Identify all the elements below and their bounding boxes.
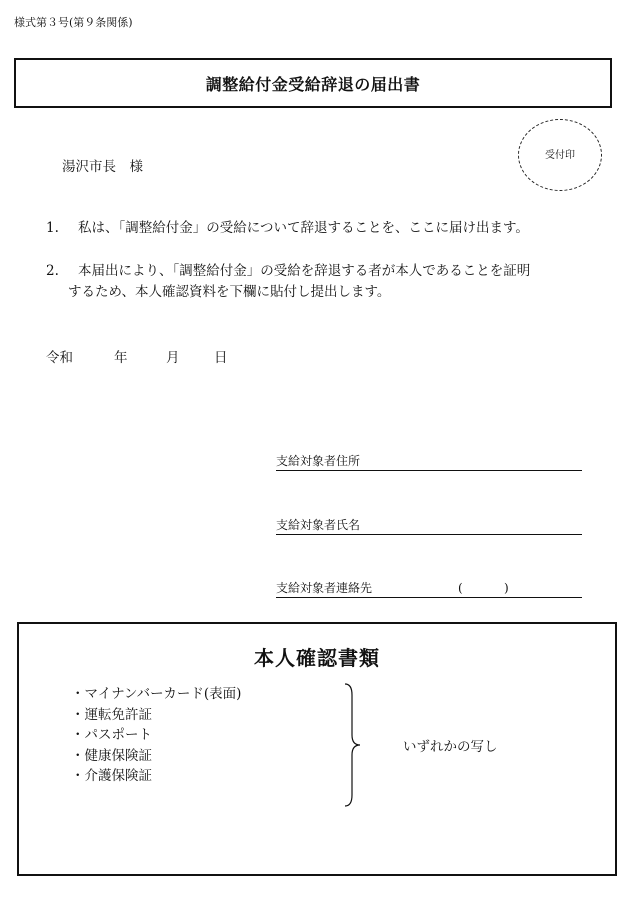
contact-area-code-close: ) (504, 581, 509, 595)
right-brace-icon (343, 683, 363, 807)
declaration-1-number: 1. (46, 220, 59, 236)
reception-stamp-area (518, 119, 602, 191)
any-copy-note: いずれかの写し (403, 739, 498, 755)
list-item: ・パスポート (71, 727, 152, 743)
date-year: 年 (114, 350, 128, 366)
document-title: 調整給付金受給辞退の届出書 (205, 74, 421, 94)
id-documents-title: 本人確認書類 (254, 646, 380, 670)
declaration-1-text: 私は、「調整給付金」の受給について辞退することを、ここに届け出ます。 (78, 220, 529, 236)
list-item: ・健康保険証 (71, 747, 152, 764)
contact-field[interactable] (276, 580, 582, 598)
date-day: 日 (214, 350, 228, 366)
date-row (46, 346, 228, 366)
reception-stamp-label: 受付印 (545, 149, 575, 161)
title-box (14, 58, 612, 108)
declaration-1 (46, 218, 616, 239)
id-documents-list (71, 684, 241, 787)
declaration-2-number: 2. (46, 263, 59, 279)
form-number: 様式第３号(第９条関係) (14, 16, 133, 29)
list-item: ・介護保険証 (71, 768, 152, 784)
name-field[interactable] (276, 517, 582, 535)
id-documents-box[interactable] (17, 622, 617, 876)
name-label: 支給対象者氏名 (276, 518, 361, 532)
date-era: 令和 (46, 350, 73, 366)
declaration-2-text-line1: 本届出により、「調整給付金」の受給を辞退する者が本人であることを証明 (78, 263, 531, 279)
list-item: ・運転免許証 (71, 706, 152, 723)
address-field[interactable] (276, 453, 582, 471)
recipient: 湯沢市長 様 (62, 159, 143, 175)
declaration-2-text-line2: するため、本人確認資料を下欄に貼付し提出します。 (68, 284, 391, 300)
address-label: 支給対象者住所 (276, 454, 361, 468)
list-item: ・マイナンバーカード(表面) (71, 686, 242, 702)
contact-area-code-open: ( (458, 581, 463, 595)
declaration-2 (46, 261, 616, 303)
contact-label: 支給対象者連絡先 (276, 581, 373, 595)
date-month: 月 (166, 350, 180, 366)
